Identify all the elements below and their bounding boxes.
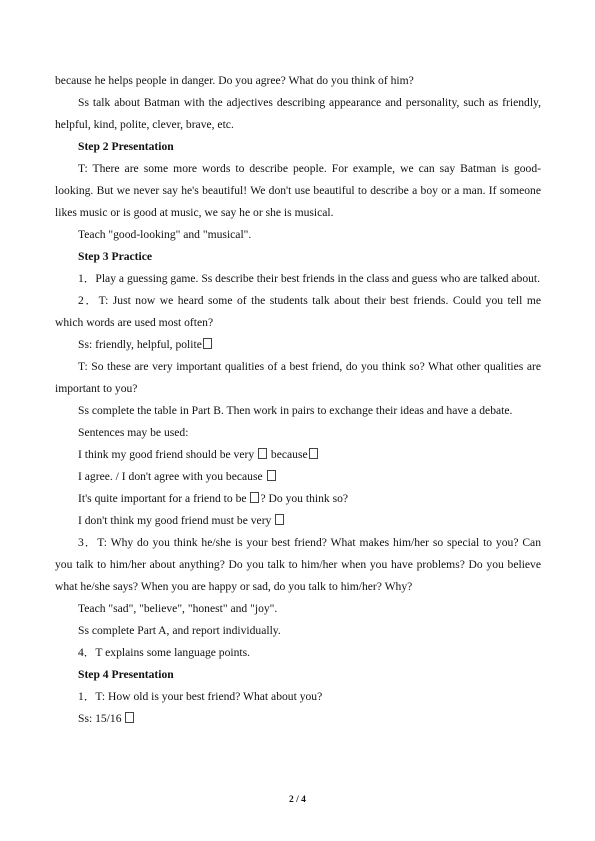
text: It's quite important for a friend to be: [78, 492, 250, 505]
paragraph: 1．Play a guessing game. Ss describe their best friends in the class and guess who are talked about.: [78, 272, 541, 285]
text: because: [268, 448, 308, 461]
paragraph: [55, 488, 541, 510]
paragraph: [55, 466, 541, 488]
text: I agree. / I don't agree with you because: [78, 470, 266, 483]
blank-box: [267, 470, 276, 481]
paragraph: Teach "good-looking" and "musical".: [78, 228, 252, 241]
paragraph: [55, 334, 541, 356]
text: I think my good friend should be very: [78, 448, 258, 461]
section-heading: Step 3 Practice: [78, 250, 153, 263]
paragraph: 3．T: Why do you think he/she is your best friend? What makes him/her so special to you? Can you talk to him/her about anything? Do you talk to him/her when you have problems? Do you believe what he/she says? When you are happy or sad, do you talk to him/her? Why?: [55, 536, 541, 593]
text: Ss: 15/16: [78, 712, 125, 725]
paragraph: T: There are some more words to describe people. For example, we can say Batman is good-looking. But we never say he's beautiful! We don't use beautiful to describe a boy or a man. If someone likes music or is good at music, we say he or she is musical.: [55, 162, 541, 219]
paragraph: [55, 510, 541, 532]
paragraph: Ss complete the table in Part B. Then work in pairs to exchange their ideas and have a debate.: [78, 404, 513, 417]
document-body: [55, 70, 541, 730]
section-heading: Step 4 Presentation: [78, 668, 174, 681]
blank-box: [309, 448, 318, 459]
text: I don't think my good friend must be very: [78, 514, 275, 527]
paragraph: because he helps people in danger. Do you agree? What do you think of him?: [55, 74, 414, 87]
blank-box: [125, 712, 134, 723]
paragraph: 2．T: Just now we heard some of the students talk about their best friends. Could you tell me which words are used most often?: [55, 294, 541, 329]
paragraph: 1．T: How old is your best friend? What about you?: [78, 690, 323, 703]
section-heading: Step 2 Presentation: [78, 140, 174, 153]
blank-box: [203, 338, 212, 349]
blank-box: [250, 492, 259, 503]
paragraph: Ss talk about Batman with the adjectives describing appearance and personality, such as friendly, helpful, kind, polite, clever, brave, etc.: [55, 96, 541, 131]
text: ? Do you think so?: [260, 492, 349, 505]
page-number: 2 / 4: [289, 795, 306, 805]
blank-box: [258, 448, 267, 459]
paragraph: T: So these are very important qualities of a best friend, do you think so? What other qualities are important to you?: [55, 360, 541, 395]
paragraph: 4．T explains some language points.: [78, 646, 251, 659]
paragraph: Sentences may be used:: [78, 426, 189, 439]
paragraph: [55, 444, 541, 466]
blank-box: [275, 514, 284, 525]
paragraph: Ss complete Part A, and report individually.: [78, 624, 281, 637]
text: Ss: friendly, helpful, polite: [78, 338, 202, 351]
paragraph: [55, 708, 541, 730]
paragraph: Teach "sad", "believe", "honest" and "joy".: [78, 602, 278, 615]
